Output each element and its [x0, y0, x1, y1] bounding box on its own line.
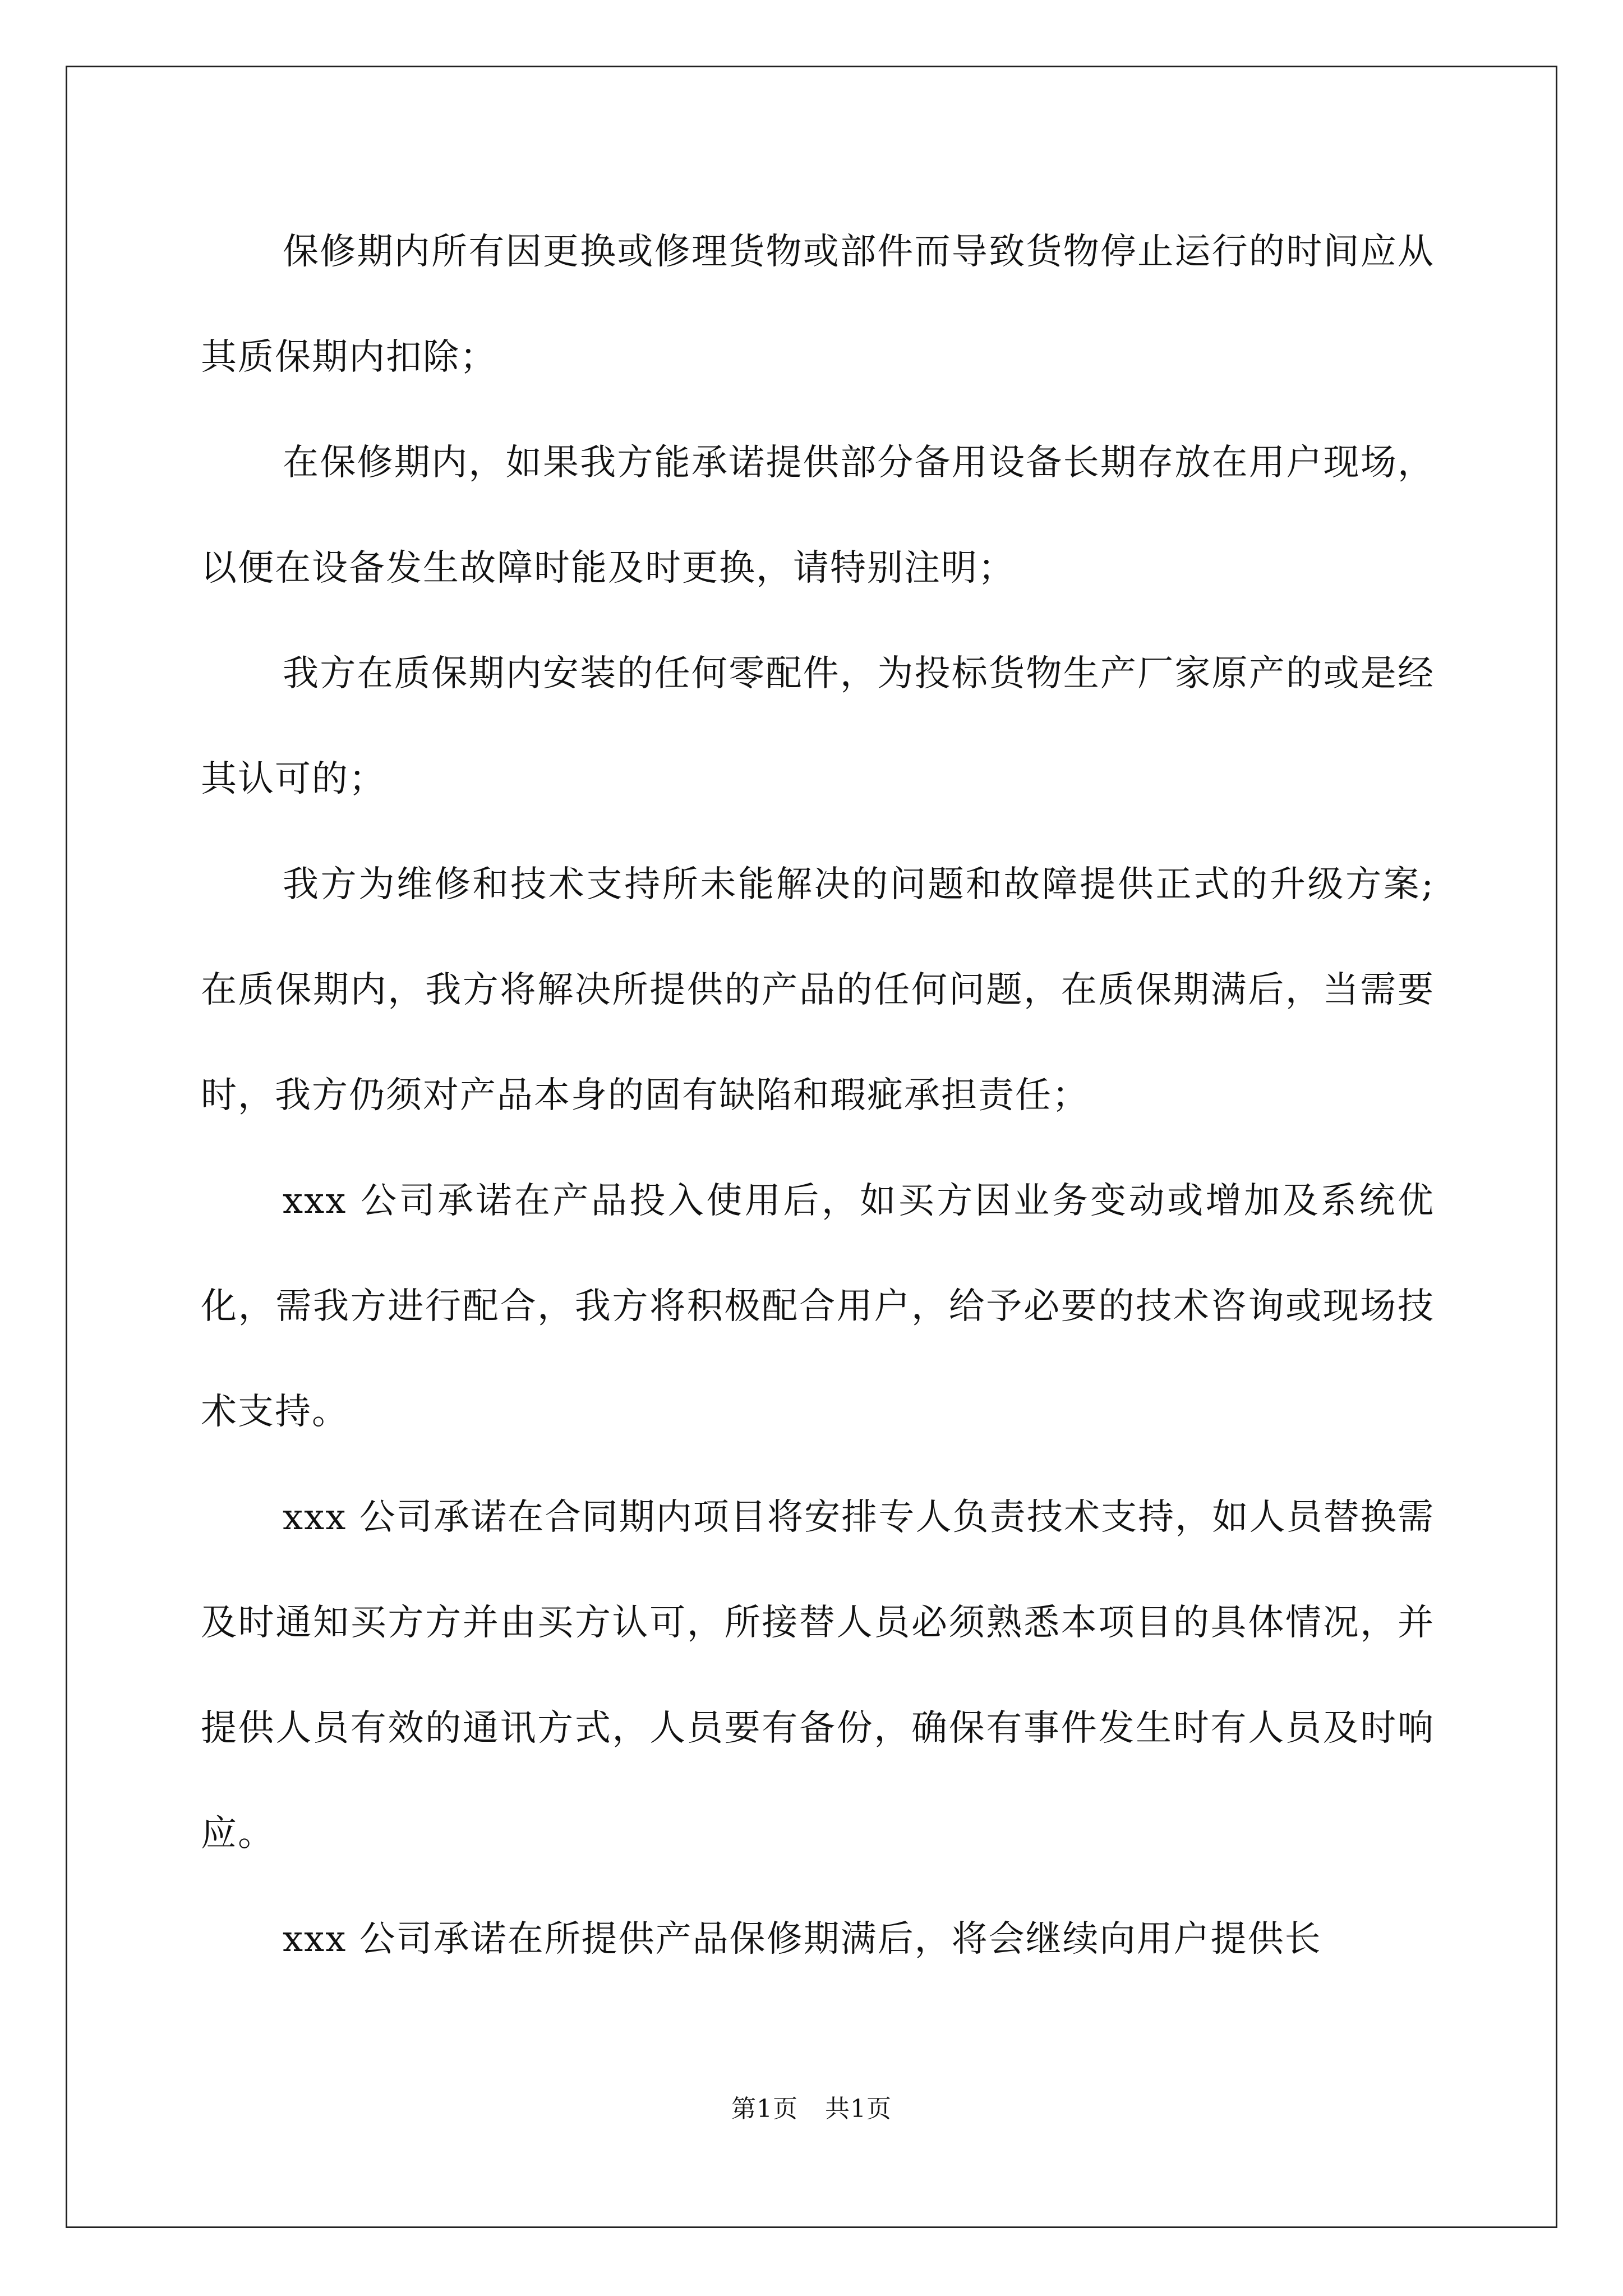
paragraph: 我方在质保期内安装的任何零配件，为投标货物生产厂家原产的或是经其认可的；	[201, 653, 1435, 800]
page-total: 共1页	[825, 2095, 892, 2123]
paragraph: xxx 公司承诺在所提供产品保修期满后，将会继续向用户提供长	[283, 1918, 1322, 1960]
paragraph: 我方为维修和技术支持所未能解决的问题和故障提供正式的升级方案; 在质保期内，我方将解决所提供的产品的任何问题，在质保期满后，当需要时，我方仍须对产品本身的固有缺陷和瑕疵承担责任；	[201, 864, 1435, 1116]
document-body	[201, 199, 1435, 1992]
page-footer	[0, 2092, 1623, 2126]
paragraph: 保修期内所有因更换或修理货物或部件而导致货物停止运行的时间应从其质保期内扣除；	[201, 231, 1435, 378]
paragraph: 在保修期内，如果我方能承诺提供部分备用设备长期存放在用户现场，以便在设备发生故障时能及时更换，请特别注明；	[201, 442, 1435, 589]
page-number: 第1页	[731, 2095, 798, 2123]
paragraph: xxx 公司承诺在合同期内项目将安排专人负责技术支持，如人员替换需及时通知买方方并由买方认可，所接替人员必须熟悉本项目的具体情况，并提供人员有效的通讯方式，人员要有备份，确保有事件发生时有人员及时响应。	[201, 1497, 1435, 1855]
paragraph: xxx 公司承诺在产品投入使用后，如买方因业务变动或增加及系统优化，需我方进行配合，我方将积极配合用户，给予必要的技术咨询或现场技术支持。	[201, 1180, 1435, 1433]
